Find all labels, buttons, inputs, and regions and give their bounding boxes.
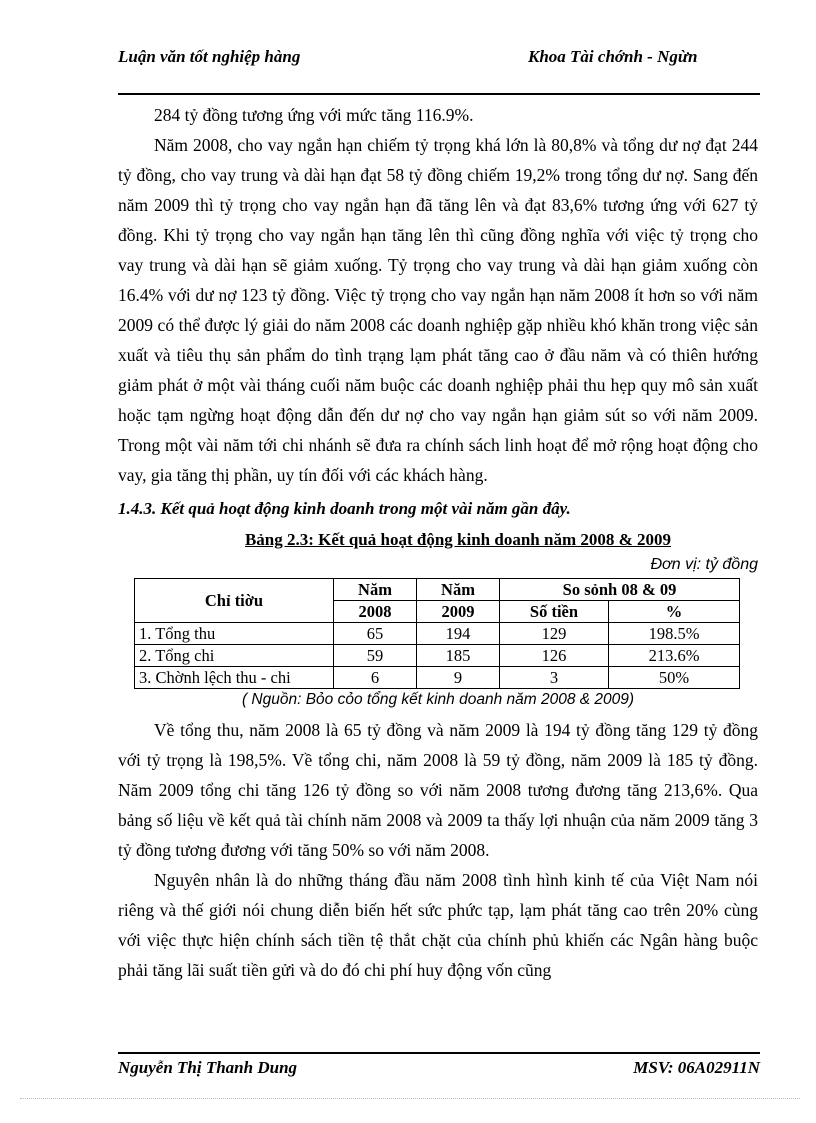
header-year2-label: Năm [417, 579, 500, 601]
row-2008: 6 [334, 667, 417, 689]
footer-author: Nguyễn Thị Thanh Dung [118, 1058, 298, 1077]
row-label: 2. Tổng chi [135, 645, 334, 667]
paragraph-continuation: 284 tỷ đồng tương ứng với mức tăng 116.9%. [154, 105, 474, 125]
row-2009: 185 [417, 645, 500, 667]
header-percent: % [609, 601, 740, 623]
section-heading: 1.4.3. Kết quả hoạt động kinh doanh trong một vài năm gần đây. [118, 499, 571, 518]
header-year1: 2008 [334, 601, 417, 623]
row-percent: 50% [609, 667, 740, 689]
paragraph-loans: Năm 2008, cho vay ngắn hạn chiếm tỷ trọng khá lớn là 80,8% và tổng dư nợ đạt 244 tỷ đồng, cho vay trung và dài hạn đạt 58 tỷ đồng chiếm 19,2% trong tổng dư nợ. Sang đến năm 2009 thì tỷ trọng cho vay ngắn hạn đã tăng lên và đạt 83,6% tương ứng với 627 tỷ đồng. Khi tỷ trọng cho vay ngắn hạn tăng lên thì cũng đồng nghĩa với việc tỷ trọng cho vay trung và dài hạn sẽ giảm xuống. Tỷ trọng cho vay trung và dài hạn giảm xuống còn 16.4% với dư nợ 123 tỷ đồng. Việc tỷ trọng cho vay ngắn hạn năm 2008 ít hơn so với năm 2009 có thể được lý giải do năm 2008 các doanh nghiệp gặp nhiều khó khăn trong việc sản xuất và tiêu thụ sản phẩm do tình trạng lạm phát tăng cao ở đầu năm và có thiên hướng giảm phát ở một vài tháng cuối năm buộc các doanh nghiệp phải thu hẹp quy mô sản xuất hoặc tạm ngừng hoạt động dẫn đến dư nợ cho vay ngắn hạn giảm sút so với năm 2009. Trong một vài năm tới chi nhánh sẽ đưa ra chính sách linh hoạt để mở rộng hoạt động cho vay, gia tăng thị phần, uy tín đối với các khách hàng. [118, 135, 758, 485]
row-2008: 65 [334, 623, 417, 645]
header-year1-label: Năm [334, 579, 417, 601]
header-amount: Số tiền [500, 601, 609, 623]
page-header [118, 47, 760, 95]
paragraph-revenue-expense: Về tổng thu, năm 2008 là 65 tỷ đồng và năm 2009 là 194 tỷ đồng tăng 129 tỷ đồng với tỷ trọng là 198,5%. Về tổng chi, năm 2008 là 59 tỷ đồng, năm 2009 là 185 tỷ đồng. Năm 2009 tổng chi tăng 126 tỷ đồng so với năm 2008 tương đương tăng 213,6%. Qua bảng số liệu về kết quả tài chính năm 2008 và 2009 ta thấy lợi nhuận của năm 2009 tăng 3 tỷ đồng tương đương với tăng 50% so với năm 2008. [118, 720, 758, 860]
table-row [135, 623, 740, 645]
row-percent: 198.5% [609, 623, 740, 645]
page-footer [118, 1052, 760, 1082]
header-year2: 2009 [417, 601, 500, 623]
row-2009: 194 [417, 623, 500, 645]
results-table [134, 578, 740, 689]
page-bottom-divider [20, 1098, 800, 1099]
footer-student-id: MSV: 06A02911N [633, 1058, 760, 1077]
row-2008: 59 [334, 645, 417, 667]
row-label: 3. Chờnh lệch thu - chi [135, 667, 334, 689]
page-body [118, 100, 758, 985]
table-row [135, 667, 740, 689]
header-criteria: Chỉ tiờu [135, 579, 334, 623]
row-label: 1. Tổng thu [135, 623, 334, 645]
row-amount: 126 [500, 645, 609, 667]
header-compare: So sỏnh 08 & 09 [500, 579, 740, 601]
table-row [135, 645, 740, 667]
table-unit: Đơn vị: tỷ đồng [650, 556, 758, 573]
table-header-row [135, 579, 740, 601]
row-2009: 9 [417, 667, 500, 689]
header-thesis-title: Luận văn tốt nghiệp hàng [118, 47, 301, 66]
table-title: Bảng 2.3: Kết quả hoạt động kinh doanh năm 2008 & 2009 [244, 530, 672, 549]
paragraph-causes: Nguyên nhân là do những tháng đầu năm 2008 tình hình kinh tế của Việt Nam nói riêng và thế giới nói chung diễn biến hết sức phức tạp, lạm phát tăng cao trên 20% cùng với việc thực hiện chính sách tiền tệ thắt chặt của chính phủ khiến các Ngân hàng buộc phải tăng lãi suất tiền gửi và do đó chi phí huy động vốn cũng [118, 870, 758, 980]
table-source: ( Nguồn: Bỏo cỏo tổng kết kinh doanh năm 2008 & 2009) [241, 691, 635, 708]
header-faculty: Khoa Tài chớnh - Ngừn [528, 47, 698, 66]
row-amount: 129 [500, 623, 609, 645]
row-amount: 3 [500, 667, 609, 689]
row-percent: 213.6% [609, 645, 740, 667]
